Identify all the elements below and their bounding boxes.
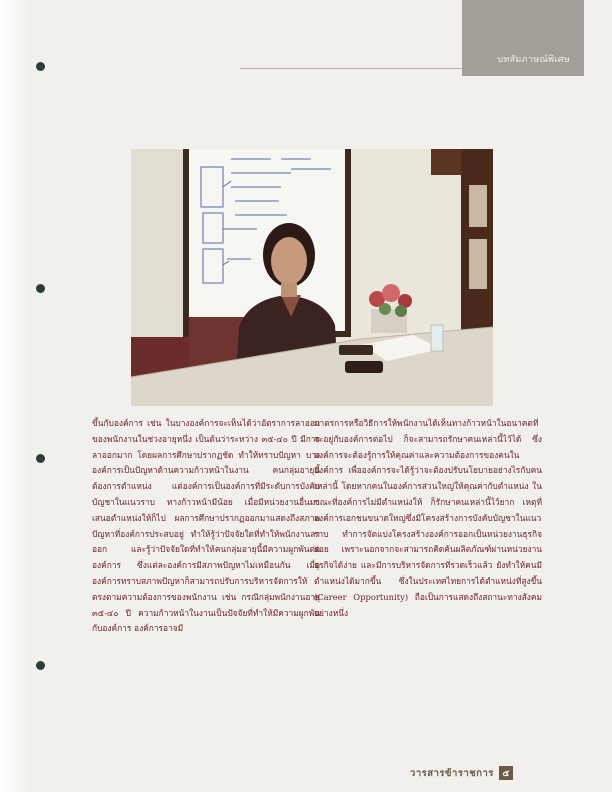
binder-hole [36, 62, 45, 71]
page-binding-edge [0, 0, 28, 792]
interview-photo-illustration [131, 149, 493, 406]
header-rule [240, 68, 462, 69]
photo-person-face [271, 237, 307, 285]
interview-photo [131, 149, 493, 406]
binder-hole [36, 454, 45, 463]
section-header-tab [462, 0, 584, 76]
article-paragraph-right: มาตรการหรือวิธีการให้พนักงานได้เห็นทางก้าวหน้าในอนาคตที่จะอยู่กับองค์การต่อไป ก็จะสามารถรักษาคนเหล่านี้ไว้ได้ ซึ่งองค์การจะต้องรู้การให้คุณค่าและความต้องการของคนในองค์การ เพื่อองค์การจะได้รู้ว่าจะต้องปรับนโยบายอย่างไรกับคนเหล่านี้ โดยหากคนในองค์การส่วนใหญ่ให้คุณค่ากับตำแหน่ง ในขณะที่องค์การไม่มีตำแหน่งให้ ก็รักษาคนเหล่านี้ไว้ยาก เหตุที่องค์การเอกชนขนาดใหญ่ซึ่งมีโครงสร้างการบังคับบัญชาในแนวราบ ทำการจัดแบ่งโครงสร้างองค์การออกเป็นหน่วยงานธุรกิจย่อย เพราะนอกจากจะสามารถคิดค้นผลิตภัณฑ์ผ่านหน่วยงานธุรกิจได้ง่าย และมีการบริหารจัดการที่รวดเร็วแล้ว ยังทำให้คนมีตำแหน่งได้มากขึ้น ซึ่งในประเทศไทยการได้ตำแหน่งที่สูงขึ้น (Career Opportunity) ถือเป็นการแสดงถึงสถานะทางสังคมอย่างหนึ่ง [314, 418, 542, 618]
photo-door-window [469, 185, 487, 227]
article-column-right [314, 416, 542, 621]
page-number: ๕ [499, 766, 513, 780]
photo-left-wall [131, 149, 191, 349]
article-paragraph-left: ขึ้นกับองค์การ เช่น ในบางองค์การจะเห็นได้ว่าอัตราการลาออกของพนักงานในช่วงอายุหนึ่ง เป็นต้นว่าระหว่าง ๓๕-๔๐ ปี มีการลาออกมาก โดยผลการศึกษาปรากฏชัด ทำให้ทราบปัญหา บางองค์การเป็นปัญหาด้านความก้าวหน้าในงาน คนกลุ่มอายุนี้ต้องการตำแหน่ง แต่องค์การเป็นองค์การที่มีระดับการบังคับบัญชาในแนวราบ ทางก้าวหน้ามีน้อย เมื่อมีหน่วยงานอื่นมาเสนอตำแหน่งให้ก็ไป ผลการศึกษาปรากฏออกมาแสดงถึงสภาพปัญหาที่องค์การประสบอยู่ ทำให้รู้ว่าปัจจัยใดที่ทำให้พนักงานลาออก และรู้ว่าปัจจัยใดที่ทำให้คนกลุ่มอายุนี้มีความผูกพันต่อองค์การ ซึ่งแต่ละองค์การมีสภาพปัญหาไม่เหมือนกัน เมื่อองค์การทราบสภาพปัญหาก็สามารถปรับการบริหารจัดการให้ตรงตามความต้องการของพนักงาน เช่น กรณีกลุ่มพนักงานอายุ ๓๕-๔๐ ปี ความก้าวหน้าในงานเป็นปัจจัยที่ทำให้มีความผูกพันกับองค์การ องค์การอาจมี [92, 418, 320, 634]
binder-hole [36, 661, 45, 670]
article-column-left [92, 416, 320, 637]
page-footer [410, 766, 513, 780]
photo-item-on-table [345, 361, 383, 373]
binder-hole [36, 284, 45, 293]
photo-frame-top [431, 149, 461, 175]
magazine-name: วารสารข้าราชการ [410, 767, 494, 779]
section-label: บทสัมภาษณ์พิเศษ [497, 55, 570, 65]
photo-glass [431, 325, 443, 351]
